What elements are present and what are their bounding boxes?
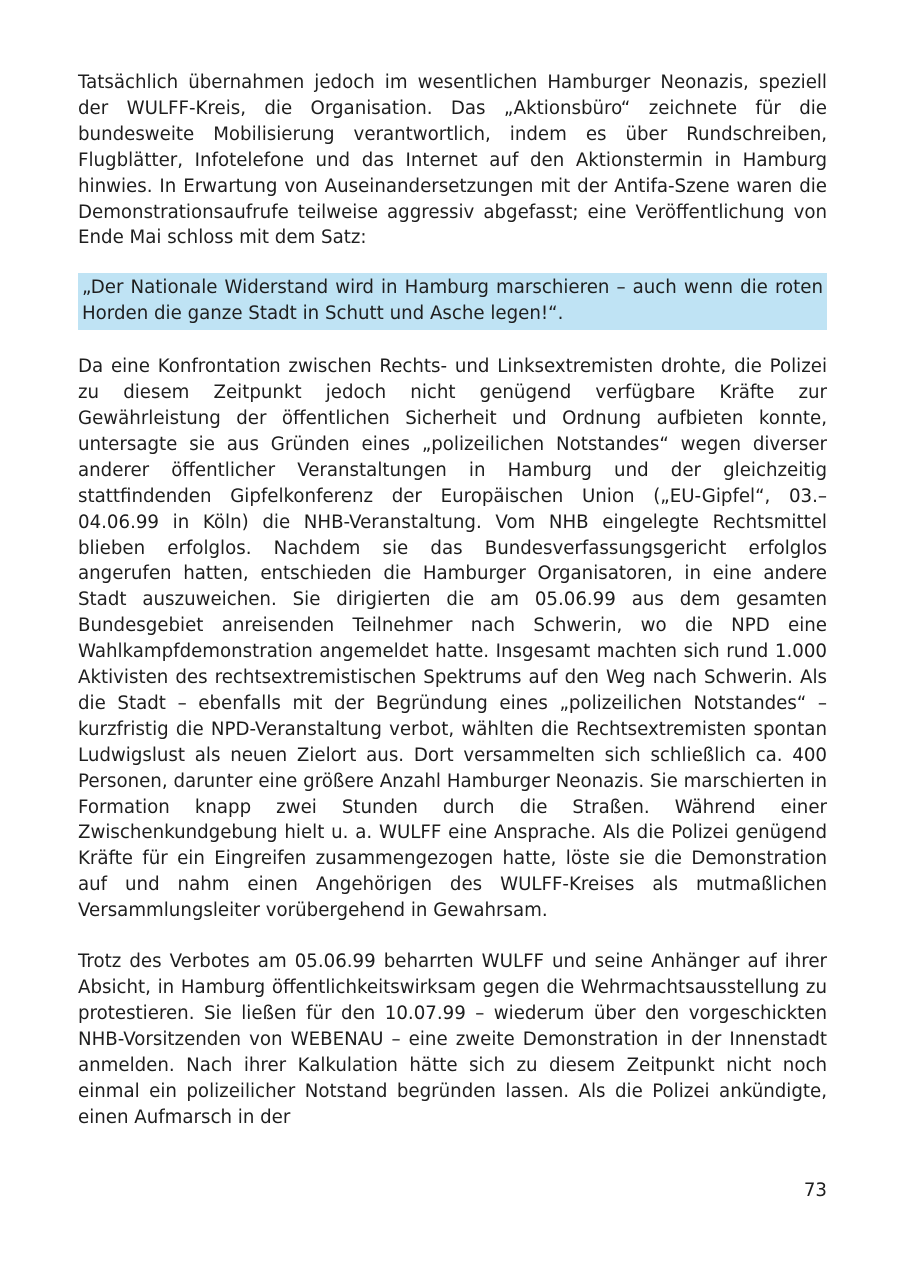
body-paragraph-2: Da eine Konfrontation zwischen Rechts- und Linksextremisten drohte, die Polizei zu diesem Zeitpunkt jedoch nicht genügend verfügbare Kräfte zur Gewährleistung der öffentlichen Sicherheit und Ordnung aufbieten konnte, untersagte sie aus Gründen eines „polizeilichen Notstandes“ wegen diverser anderer öffentlicher Veranstaltungen in Hamburg und der gleichzeitig stattfindenden Gipfelkonferenz der Europäischen Union („EU-Gipfel“, 03.–04.06.99 in Köln) die NHB-Veranstaltung. Vom NHB eingelegte Rechtsmittel blieben erfolglos. Nachdem sie das Bundesverfassungsgericht erfolglos angerufen hatten, entschieden die Hamburger Organisatoren, in eine andere Stadt auszuweichen. Sie dirigierten die am 05.06.99 aus dem gesamten Bundesgebiet anreisenden Teilnehmer nach Schwerin, wo die NPD eine Wahlkampfdemonstration angemeldet hatte. Insgesamt machten sich rund 1.000 Aktivisten des rechtsextremistischen Spektrums auf den Weg nach Schwerin. Als die Stadt – ebenfalls mit der Begründung eines „polizeilichen Notstandes“ – kurzfristig die NPD-Veranstaltung verbot, wählten die Rechtsextremisten spontan Ludwigslust als neuen Zielort aus. Dort versammelten sich schließlich ca. 400 Personen, darunter eine größere Anzahl Hamburger Neonazis. Sie marschierten in Formation knapp zwei Stunden durch die Straßen. Während einer Zwischenkundgebung hielt u. a. WULFF eine Ansprache. Als die Polizei genügend Kräfte für ein Eingreifen zusammengezogen hatte, löste sie die Demonstration auf und nahm einen Angehörigen des WULFF-Kreises als mutmaßlichen Versammlungsleiter vorübergehend in Gewahrsam. [78,356,827,922]
body-paragraph-1: Tatsächlich übernahmen jedoch im wesentlichen Hamburger Neonazis, speziell der WULFF-Kreis, die Organisation. Das „Aktionsbüro“ zeichnete für die bundesweite Mobilisierung verantwortlich, indem es über Rundschreiben, Flugblätter, Infotelefone und das Internet auf den Aktionstermin in Hamburg hinwies. In Erwartung von Auseinandersetzungen mit der Antifa-Szene waren die Demonstrationsaufrufe teilweise aggressiv abgefasst; eine Veröffentlichung von Ende Mai schloss mit dem Satz: [78,72,827,249]
highlighted-quote: „Der Nationale Widerstand wird in Hamburg marschieren – auch wenn die roten Horden die ganze Stadt in Schutt und Asche legen!“. [78,273,827,330]
body-paragraph-3: Trotz des Verbotes am 05.06.99 beharrten WULFF und seine Anhänger auf ihrer Absicht, in Hamburg öffentlichkeitswirksam gegen die Wehrmachtsausstellung zu protestieren. Sie ließen für den 10.07.99 – wiederum über den vorgeschickten NHB-Vorsitzenden von WEBENAU – eine zweite Demonstration in der Innenstadt anmelden. Nach ihrer Kalkulation hätte sich zu diesem Zeitpunkt nicht noch einmal ein polizeilicher Notstand begründen lassen. Als die Polizei ankündigte, einen Aufmarsch in der [78,951,827,1128]
page-number: 73 [803,1180,827,1201]
document-body [78,70,827,1130]
